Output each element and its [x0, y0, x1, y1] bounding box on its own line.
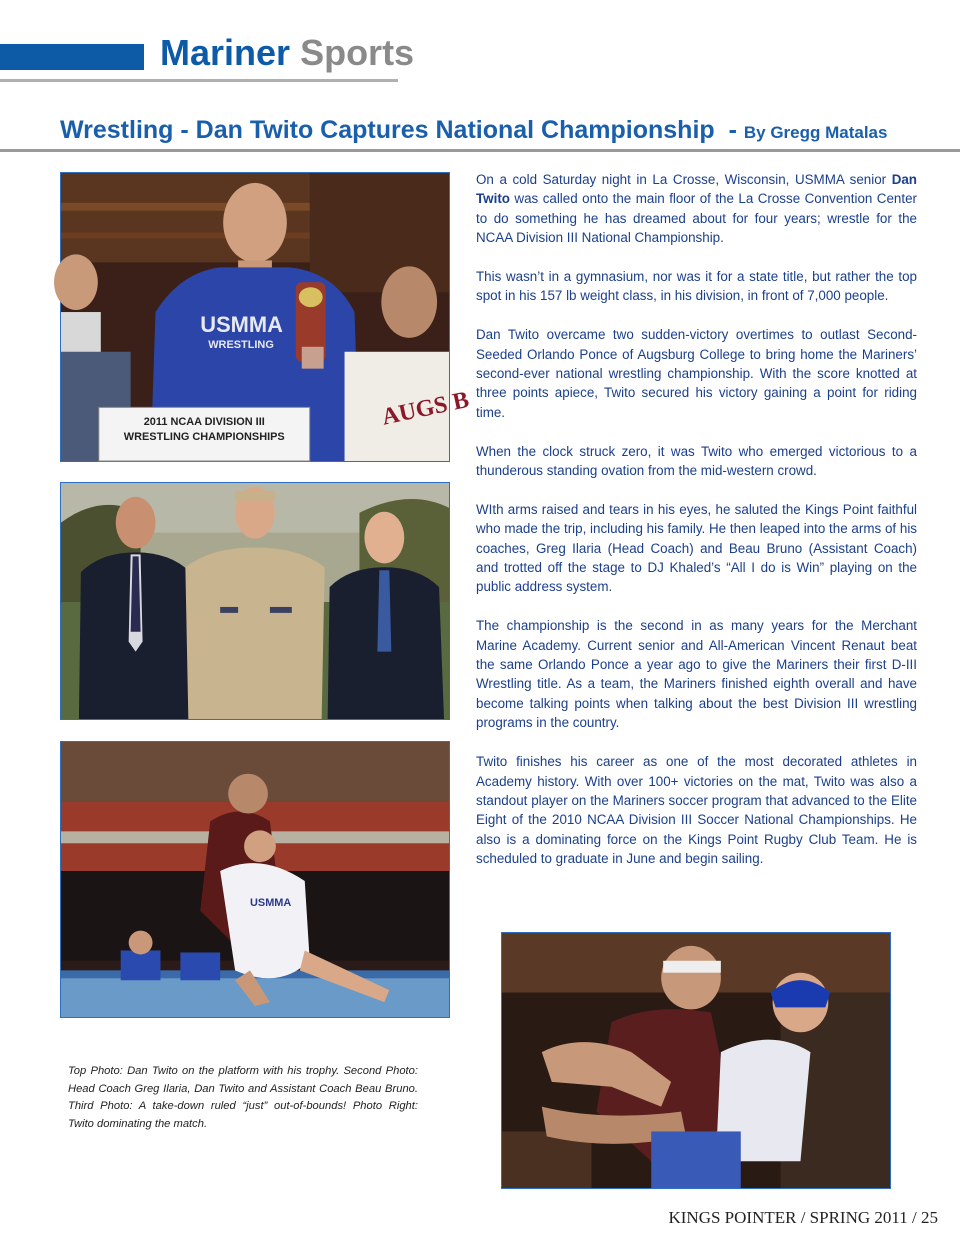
sign-line1: 2011 NCAA DIVISION III	[143, 416, 265, 429]
page-footer: KINGS POINTER / SPRING 2011 / 25	[668, 1208, 938, 1227]
photo-trophy	[60, 172, 472, 462]
section-header	[160, 32, 414, 74]
article-title-text: Wrestling - Dan Twito Captures National Championship	[60, 116, 715, 144]
photo-takedown	[60, 741, 450, 1018]
sign-line2: WRESTLING CHAMPIONSHIPS	[123, 431, 285, 444]
section-header-word1: Mariner	[160, 32, 291, 73]
p1-before: On a cold Saturday night in La Crosse, Wisconsin, USMMA senior	[476, 172, 892, 187]
paragraph-3: Dan Twito overcame two sudden-victory overtimes to outlast Second-Seeded Orlando Ponce of Augsburg College to bring home the Mariners’ second-ever national wrestling championship. With the score knotted at three points apiece, Twito secured his victory gaining a point for riding time.	[476, 327, 917, 420]
augs-shirt-text: AUGS B	[379, 386, 472, 431]
article-byline: By Gregg Matalas	[743, 123, 888, 142]
section-header-word2: Sports	[300, 32, 415, 73]
paragraph-4: When the clock struck zero, it was Twito who emerged victorious to a thunderous standing ovation from the mid-western crowd.	[476, 443, 917, 479]
photo-coaches	[60, 482, 450, 720]
title-separator: -	[728, 116, 737, 144]
hoodie-wrestling-text: WRESTLING	[208, 338, 274, 351]
paragraph-7: Twito finishes his career as one of the most decorated athletes in Academy history. With over 100+ victories on the mat, Twito was also a standout player on the Mariners soccer program that advanced to the Elite Eight of the 2010 NCAA Division III Soccer National Championships. He also is a dominating force on the Kings Point Rugby Club Team. He is scheduled to graduate in June and begin sailing.	[476, 754, 917, 867]
header-accent-bar	[0, 44, 144, 70]
hoodie-usmma-text: USMMA	[200, 311, 283, 337]
paragraph-5: WIth arms raised and tears in his eyes, he saluted the Kings Point faithful who made the trip, including his family. He then leaped into the arms of his coaches, Greg Ilaria (Head Coach) and Beau Bruno (Assistant Coach) and trotted off the stage to DJ Khaled’s “All I do is Win” playing on the public address system.	[476, 501, 917, 595]
paragraph-6: The championship is the second in as many years for the Merchant Marine Academy. Current senior and All-American Vincent Renaut beat the same Orlando Ponce a year ago to give the Mariners their first D-III Wrestling title. As a team, the Mariners finished eighth overall and have become talking points when talking about the best Division III wrestling programs in the country.	[476, 618, 917, 731]
singlet-text: USMMA	[250, 896, 292, 909]
header-rule	[0, 79, 398, 82]
article-title	[60, 116, 887, 145]
article-body	[476, 170, 917, 888]
p1-name: Dan Twito	[476, 172, 917, 207]
photo-caption: Top Photo: Dan Twito on the platform with his trophy. Second Photo: Head Coach Greg Ilaria, Dan Twito and Assistant Coach Beau Bruno. Third Photo: A take-down ruled “just” out-of-bounds! Photo Right: Twito dominating the match.	[68, 1065, 418, 1130]
title-rule	[0, 149, 960, 152]
p1-after: was called onto the main floor of the La Crosse Convention Center to do something he has dreamed about for four years; wrestle for the NCAA Division III National Championship.	[476, 191, 917, 246]
photo-dominating	[501, 932, 891, 1189]
paragraph-2: This wasn’t in a gymnasium, nor was it for a state title, but rather the top spot in his 157 lb weight class, in his division, in front of 7,000 people.	[476, 269, 917, 304]
paragraph-1	[476, 170, 917, 248]
